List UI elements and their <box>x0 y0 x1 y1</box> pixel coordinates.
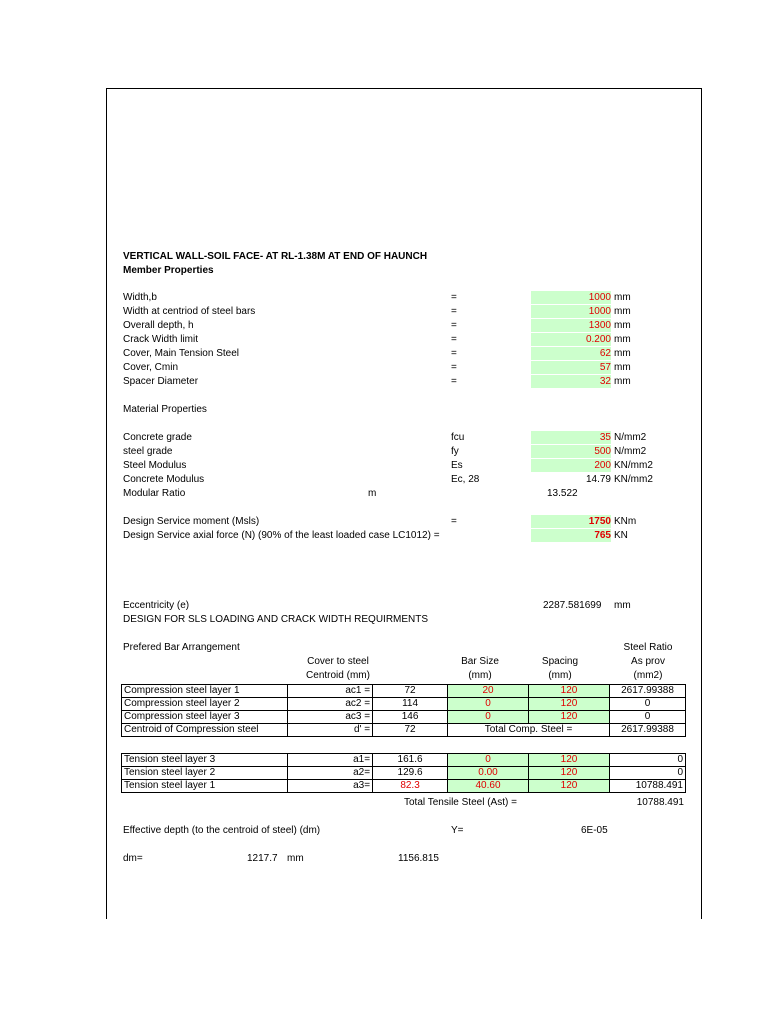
prop-label: Width,b <box>123 292 157 303</box>
table-row <box>122 754 686 767</box>
prop-label: Cover, Main Tension Steel <box>123 348 239 359</box>
steel-area: 0 <box>610 711 686 724</box>
spacing-input[interactable]: 120 <box>529 685 610 698</box>
bar-size-input[interactable]: 0 <box>448 711 529 724</box>
col-header-ratio: Steel Ratio <box>623 642 673 653</box>
prop-label: Overall depth, h <box>123 320 194 331</box>
material-value-input[interactable]: 35 <box>531 431 611 444</box>
prop-unit: mm <box>614 320 631 331</box>
design-axial-input[interactable]: 765 <box>531 529 611 542</box>
layer-cover: 114 <box>373 698 448 711</box>
centroid-cover: 72 <box>373 724 448 737</box>
col-header-centroid: Centroid (mm) <box>306 670 370 681</box>
prop-sym: = <box>451 334 457 345</box>
material-sym: Es <box>451 460 463 471</box>
col-header-spacing: Spacing <box>541 656 579 667</box>
layer-name: Compression steel layer 3 <box>122 711 288 724</box>
layer-name: Tension steel layer 1 <box>122 780 288 793</box>
material-sym: fy <box>451 446 459 457</box>
prop-value-input[interactable]: 62 <box>531 347 611 360</box>
prop-label: Cover, Cmin <box>123 362 179 373</box>
table-row <box>122 780 686 793</box>
table-row <box>122 685 686 698</box>
bar-arrangement-heading: Prefered Bar Arrangement <box>123 642 240 653</box>
col-header-cover: Cover to steel <box>307 656 369 667</box>
total-tensile-value: 10788.491 <box>636 797 684 808</box>
design-moment-sym: = <box>451 516 457 527</box>
material-sym: Ec, 28 <box>451 474 480 485</box>
effective-depth-label: Effective depth (to the centroid of steel) (dm) <box>123 825 321 836</box>
total-comp-area: 2617.99388 <box>610 724 686 737</box>
material-properties-heading: Material Properties <box>123 404 207 415</box>
layer-name: Tension steel layer 2 <box>122 767 288 780</box>
table-row <box>122 767 686 780</box>
layer-sym: a2= <box>288 767 373 780</box>
layer-sym: ac1 = <box>288 685 373 698</box>
design-axial-unit: KN <box>614 530 628 541</box>
eccentricity-unit: mm <box>614 600 631 611</box>
dm-value: 1217.7 <box>247 853 278 864</box>
layer-cover: 146 <box>373 711 448 724</box>
prop-unit: mm <box>614 292 631 303</box>
layer-name: Compression steel layer 2 <box>122 698 288 711</box>
prop-label: Width at centriod of steel bars <box>123 306 256 317</box>
material-sym: fcu <box>451 432 465 443</box>
design-moment-label: Design Service moment (Msls) <box>123 516 260 527</box>
compression-steel-table <box>121 684 686 737</box>
table-row-centroid <box>122 724 686 737</box>
table-row <box>122 711 686 724</box>
col-header-area-unit: (mm2) <box>633 670 663 681</box>
bar-size-input[interactable]: 0.00 <box>448 767 529 780</box>
y-sym: Y= <box>451 825 464 836</box>
eccentricity-label: Eccentricity (e) <box>123 600 190 611</box>
prop-unit: mm <box>614 362 631 373</box>
layer-sym: ac2 = <box>288 698 373 711</box>
dm-unit: mm <box>287 853 304 864</box>
bar-size-input[interactable]: 0 <box>448 754 529 767</box>
steel-area: 0 <box>610 698 686 711</box>
layer-cover: 161.6 <box>373 754 448 767</box>
bar-size-input[interactable]: 20 <box>448 685 529 698</box>
prop-value-input[interactable]: 1000 <box>531 305 611 318</box>
bar-size-input[interactable]: 40.60 <box>448 780 529 793</box>
layer-name: Compression steel layer 1 <box>122 685 288 698</box>
layer-sym: a3= <box>288 780 373 793</box>
design-heading: DESIGN FOR SLS LOADING AND CRACK WIDTH REQUIRMENTS <box>123 614 429 625</box>
design-axial-label: Design Service axial force (N) (90% of the least loaded case LC1012) = <box>123 530 440 541</box>
prop-label: Crack Width limit <box>123 334 199 345</box>
page-border <box>106 88 702 919</box>
col-header-as-prov: As prov <box>631 656 665 667</box>
layer-cover: 72 <box>373 685 448 698</box>
prop-sym: = <box>451 320 457 331</box>
steel-area: 2617.99388 <box>610 685 686 698</box>
bar-size-input[interactable]: 0 <box>448 698 529 711</box>
prop-sym: = <box>451 292 457 303</box>
material-unit: KN/mm2 <box>614 460 653 471</box>
prop-value-input[interactable]: 57 <box>531 361 611 374</box>
modular-ratio-label: Modular Ratio <box>123 488 186 499</box>
dm-other-value: 1156.815 <box>398 853 439 864</box>
modular-ratio-value: 13.522 <box>547 488 578 499</box>
steel-area: 0 <box>610 754 686 767</box>
prop-sym: = <box>451 376 457 387</box>
centroid-name: Centroid of Compression steel <box>122 724 288 737</box>
layer-sym: a1= <box>288 754 373 767</box>
prop-unit: mm <box>614 348 631 359</box>
spacing-input[interactable]: 120 <box>529 711 610 724</box>
steel-area: 10788.491 <box>610 780 686 793</box>
prop-value-input[interactable]: 1300 <box>531 319 611 332</box>
tension-steel-table <box>121 753 686 793</box>
eccentricity-value: 2287.581699 <box>543 600 602 611</box>
design-moment-input[interactable]: 1750 <box>531 515 611 528</box>
modular-ratio-sym: m <box>368 488 377 499</box>
steel-area: 0 <box>610 767 686 780</box>
y-value: 6E-05 <box>581 825 608 836</box>
prop-value-input[interactable]: 32 <box>531 375 611 388</box>
design-moment-unit: KNm <box>614 516 637 527</box>
material-value: 14.79 <box>585 474 611 485</box>
material-label: Concrete grade <box>123 432 192 443</box>
material-unit: N/mm2 <box>614 446 647 457</box>
prop-sym: = <box>451 306 457 317</box>
dm-label: dm= <box>123 853 143 864</box>
material-value-input[interactable]: 500 <box>531 445 611 458</box>
prop-value-input[interactable]: 1000 <box>531 291 611 304</box>
prop-unit: mm <box>614 334 631 345</box>
table-row <box>122 698 686 711</box>
prop-unit: mm <box>614 376 631 387</box>
spacing-input[interactable]: 120 <box>529 767 610 780</box>
layer-cover: 129.6 <box>373 767 448 780</box>
layer-name: Tension steel layer 3 <box>122 754 288 767</box>
centroid-sym: d' = <box>288 724 373 737</box>
spacing-input[interactable]: 120 <box>529 754 610 767</box>
layer-sym: ac3 = <box>288 711 373 724</box>
material-value-input[interactable]: 200 <box>531 459 611 472</box>
prop-sym: = <box>451 348 457 359</box>
layer-cover-input[interactable]: 82.3 <box>373 780 448 793</box>
material-label: steel grade <box>123 446 173 457</box>
prop-label: Spacer Diameter <box>123 376 199 387</box>
material-unit: KN/mm2 <box>614 474 653 485</box>
prop-value-input[interactable]: 0.200 <box>531 333 611 346</box>
material-unit: N/mm2 <box>614 432 647 443</box>
material-label: Concrete Modulus <box>123 474 205 485</box>
total-comp-label: Total Comp. Steel = <box>448 724 610 737</box>
col-header-bar-unit: (mm) <box>468 670 492 681</box>
spacing-input[interactable]: 120 <box>529 780 610 793</box>
prop-unit: mm <box>614 306 631 317</box>
prop-sym: = <box>451 362 457 373</box>
member-properties-heading: Member Properties <box>123 265 214 276</box>
spacing-input[interactable]: 120 <box>529 698 610 711</box>
col-header-bar: Bar Size <box>461 656 499 667</box>
material-label: Steel Modulus <box>123 460 187 471</box>
total-tensile-label: Total Tensile Steel (Ast) = <box>404 797 517 808</box>
col-header-spacing-unit: (mm) <box>548 670 572 681</box>
sheet-heading: VERTICAL WALL-SOIL FACE- AT RL-1.38M AT END OF HAUNCH <box>123 251 428 262</box>
